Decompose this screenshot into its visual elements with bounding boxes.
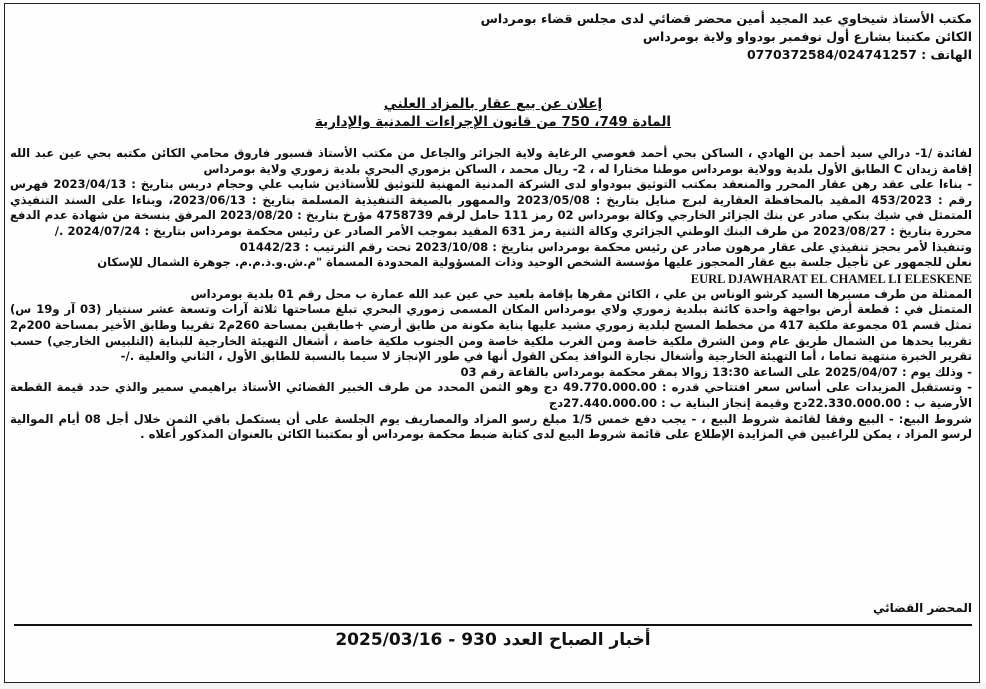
opening-price-paragraph: - وتستقبل المزيدات على أساس سعر افتتاحي قدره : 49.770.000.00 دج وهو الثمن المحدد من طرف الخبير القضائي الأستاذ براهيمي سمير والذي حدد قيمة القطعة الأرضية ب : 22.330.000.00دج وقيمة إنجاز البناية ب : 27.440.000.00دج — [10, 380, 972, 410]
notice-legal-reference: المادة 749، 750 من قانون الإجراءات المدنية والإدارية — [314, 114, 672, 130]
company-latin-name: EURL DJAWHARAT EL CHAMEL LI ELESKENE — [690, 271, 972, 286]
newspaper-footer: أخبار الصباح العدد 930 - 2025/03/16 — [335, 630, 651, 650]
office-header — [372, 10, 972, 64]
notice-title: إعلان عن بيع عقار بالمزاد العلني — [383, 96, 603, 112]
creditors-paragraph: لفائدة /1- درالي سيد أحمد بن الهادي ، الساكن بحي أحمد فعوصي الرغاية ولاية الجزائر والجاعل من مكتب الأستاذ قسبور فاروق محامي الكائن مكتبه بحي عين عبد الله إقامة زيدان C الطابق الأول بلدية وولاية بومرداس موطنا مختارا له ، 2- ريال محمد ، الساكن بزموري البحري بلدية زموري ولاية بومرداس — [10, 146, 972, 176]
seizure-order-paragraph: وتنفيذا لأمر بحجز تنفيذي على عقار مرهون صادر عن رئيس محكمة بومرداس بتاريخ : 2023/10/08 تحت رقم الترتيب : 01442/23 — [239, 239, 972, 254]
sale-conditions-paragraph: شروط البيع: - البيع وفقا لقائمة شروط البيع ، - يجب دفع خمس 1/5 مبلغ رسو المزاد والمصاريف يوم الجلسة على أن يستكمل باقي الثمن خلال أجل 08 أيام الموالية لرسو المزاد ، يمكن للراغبين في المزايدة الإطلاع على قائمة شروط البيع لدى كتابة ضبط محكمة بومرداس أو بمكتبنا الكائن بالعنوان المذكور أعلاه . — [10, 411, 972, 442]
mortgage-basis-paragraph: - بناءا على عقد رهن عقار المحرر والمنعقد بمكتب التوثيق ببودواو لدى الشركة المدنية المهنية للتوثيق للأستاذين شايب علي وحجام دريس بتاريخ : 2023/04/13 فهرس رقم : 453/2023 المقيد بالمحافظة العقارية لبرج منايل بتاريخ : 2023/05/08 والممهور بالصيغة التنفيذية المسلمة بتاريخ : 2023/06/13، وبناءا على السند التنفيذي المتمثل في شيك بنكي صادر عن بنك الجزائر الخارجي وكالة بومرداس 02 رمز 111 حامل لرقم 4758739 مؤرخ بتاريخ : 2023/08/20 المرفق بنسخة من شهادة عدم الدفع محررة بتاريخ : 2023/08/27 من طرف البنك الوطني الجزائري وكالة الثنية رمز 631 المقيد بموجب الأمر الصادر عن رئيس محكمة بومرداس بتاريخ : 2024/07/24 ./ — [10, 177, 972, 238]
footer-divider — [14, 624, 972, 626]
company-representative-paragraph: الممثلة من طرف مسيرها السيد كرشو الوناس بن علي ، الكائن مقرها بإقامة بلعيد حي عين عبد الله عمارة ب محل رقم 01 بلدية بومرداس — [190, 286, 972, 301]
announcement-paragraph: نعلن للجمهور عن تأجيل جلسة بيع عقار المحجوز عليها مؤسسة الشخص الوحيد وذات المسؤولية المحدودة المسماة "م.ش.و.ذ.م.م. جوهرة الشمال للإسكان — [97, 255, 972, 270]
property-description-paragraph: المتمثل في : قطعة أرض بواجهة واحدة كائنة ببلدية زموري ولاي بومرداس المكان المسمى زموري البحري تبلغ مساحتها ثلاثة آرات وتسعة عشر سنتيار (03 آر و19 س) تمثل قسم 01 مجموعة ملكية 417 من مخطط المسح لبلدية زموري مشيد عليها بناية مكونة من طابق أرضي +طابقين بمساحة 260م2 تقريبا وطابق الأخير بمساحة 200م2 تقريبا يحدها من الشمال طريق عام ومن الشرق ملكية خاصة ومن الغرب ملكية خاصة ومن الجنوب ملكية خاصة ، أشغال التهيئة الخارجية للبناية (التلبيس الخارجي) حسب تقرير الخبرة منتهية تماما ، أما التهيئة الخارجية وأشغال نجارة النوافذ يمكن القول أنها في طور الإنجاز لا سيما بالنسبة للطابق الأول ، الثاني والعلية ./- — [10, 302, 973, 364]
bailiff-signature: المحضر القضائي — [872, 601, 972, 615]
header-office-name: مكتب الأستاذ شيخاوي عبد المجيد أمين محضر قضائي لدى مجلس قضاء بومرداس — [480, 11, 972, 26]
header-address: الكائن مكتبنا بشارع أول نوفمبر بودواو ولاية بومرداس — [642, 29, 972, 44]
auction-date-paragraph: - وذلك يوم : 2025/04/07 على الساعة 13:30 زوالا بمقر محكمة بومرداس بالقاعة رقم 03 — [460, 364, 972, 379]
header-phone: الهاتف : 0770372584/024741257 — [746, 47, 972, 62]
page-edge — [0, 683, 986, 689]
notice-body — [10, 146, 972, 443]
